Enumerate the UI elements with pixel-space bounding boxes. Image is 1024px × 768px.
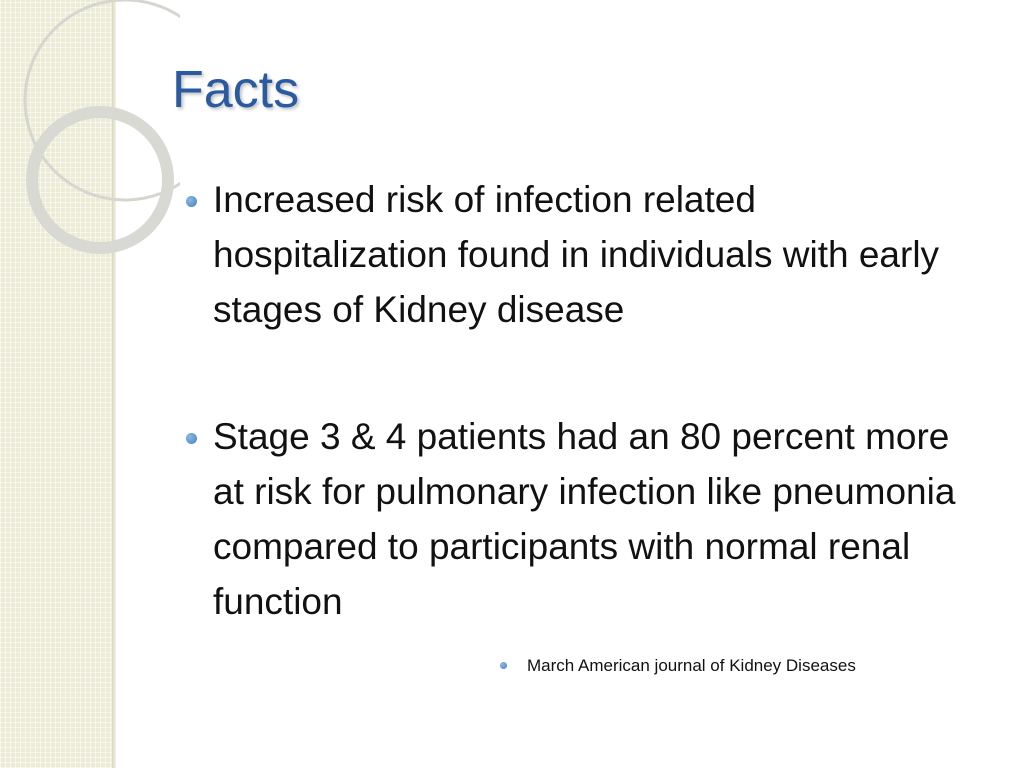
bullet-dot-icon <box>186 433 197 444</box>
bullet-text: Increased risk of infection related hospitalization found in individuals with early stages of Kidney disease <box>213 179 940 330</box>
decorative-rings <box>0 0 180 260</box>
bullet-item <box>186 409 986 629</box>
citation-item <box>527 655 856 677</box>
bullet-dot-icon <box>186 196 197 207</box>
bullet-list <box>186 172 986 629</box>
bullet-text: Stage 3 & 4 patients had an 80 percent more at risk for pulmonary infection like pneumonia compared to participants with normal renal function <box>213 416 956 622</box>
citation-text: March American journal of Kidney Diseases <box>527 656 856 675</box>
decorative-ring-large <box>25 0 180 200</box>
citation-list <box>500 655 856 677</box>
slide-title: Facts <box>172 61 300 119</box>
citation-dot-icon <box>500 662 507 669</box>
bullet-item <box>186 172 986 337</box>
decorative-ring-small <box>32 112 168 248</box>
